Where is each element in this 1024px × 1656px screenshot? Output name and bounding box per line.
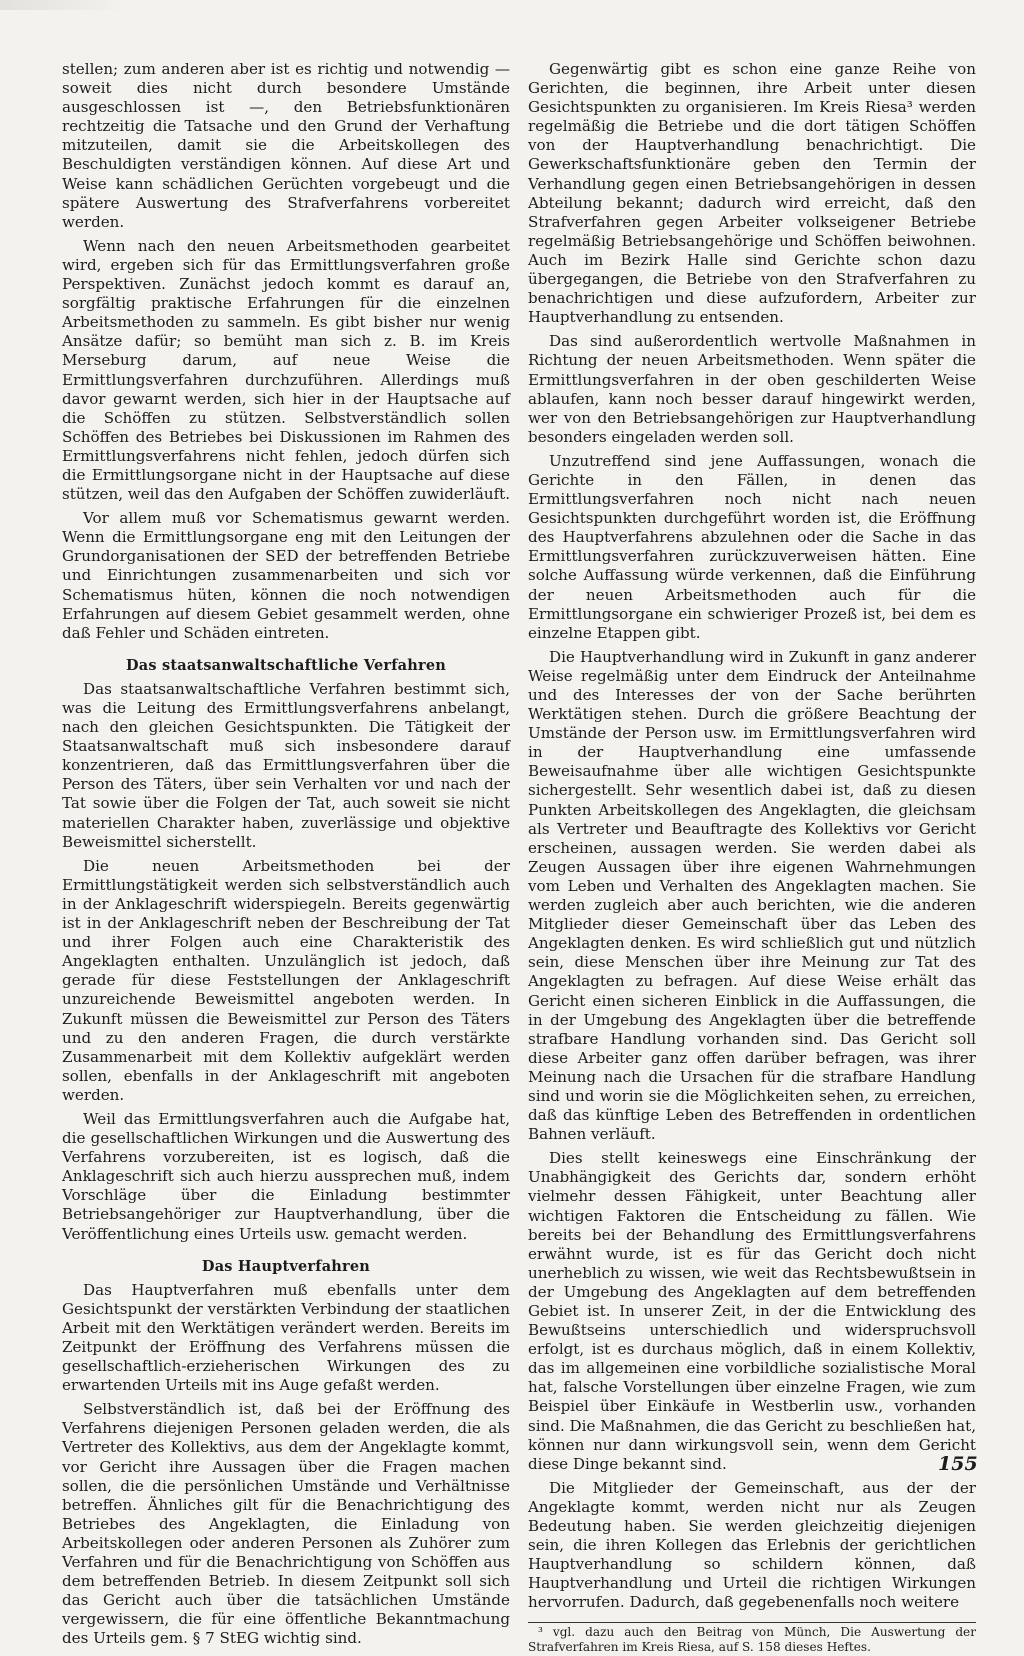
paragraph: Das sind außerordentlich wertvolle Maßnahmen in Richtung der neuen Arbeitsmethoden. Wenn später die Ermittlungsverfahren in der oben geschilderten Weise ablaufen, kann noch besser darauf hingewirkt werden, wer von den Betriebsangehörigen zur Hauptverhandlung besonders eingeladen werden soll. — [528, 332, 976, 446]
paragraph: Unzutreffend sind jene Auffassungen, wonach die Gerichte in den Fällen, in denen das Ermittlungsverfahren noch nicht nach neuen Gesichtspunkten durchgeführt worden ist, die Eröffnung des Hauptverfahrens abzulehnen oder die Sache in das Ermittlungsverfahren zurückzuverweisen hätten. Eine solche Auffassung würde verkennen, daß die Einführung der neuen Arbeitsmethoden auch für die Ermittlungsorgane ein schwieriger Prozeß ist, bei dem es einzelne Etappen gibt. — [528, 451, 976, 642]
left-column — [62, 60, 510, 1654]
paragraph: Das staatsanwaltschaftliche Verfahren bestimmt sich, was die Leitung des Ermittlungsverfahrens anbelangt, nach den gleichen Gesichtspunkten. Die Tätigkeit der Staatsanwaltschaft muß sich insbesondere darauf konzentrieren, daß das Ermittlungsverfahren über die Person des Täters, über sein Verhalten vor und nach der Tat sowie über die Folgen der Tat, auch soweit sie nicht materiellen Charakter haben, zuverlässige und objektive Beweismittel sicherstellt. — [62, 679, 510, 851]
page-number: 155 — [938, 1453, 978, 1475]
scan-artifact — [0, 0, 130, 10]
paragraph: Dies stellt keineswegs eine Einschränkung der Unabhängigkeit des Gerichts dar, sondern erhöht vielmehr dessen Fähigkeit, unter Beachtung aller wichtigen Faktoren die Entscheidung zu fällen. Wie bereits bei der Behandlung des Ermittlungsverfahrens erwähnt wurde, ist es für das Gericht doch nicht unerheblich zu wissen, wie weit das Rechtsbewußtsein in der Umgebung des Angeklagten auf dem betreffenden Gebiet ist. In unserer Zeit, in der die Entwicklung des Bewußtseins unterschiedlich und widerspruchsvoll erfolgt, ist es durchaus möglich, daß in einem Kollektiv, das im allgemeinen eine vorbildliche sozialistische Moral hat, falsche Vorstellungen über einzelne Fragen, wie zum Beispiel über Einkäufe in Westberlin usw., vorhanden sind. Die Maßnahmen, die das Gericht zu beschließen hat, können nur dann wirkungsvoll sein, wenn dem Gericht diese Dinge bekannt sind. — [528, 1149, 976, 1473]
paragraph: Die Hauptverhandlung wird in Zukunft in ganz anderer Weise regelmäßig unter dem Eindruck der Anteilnahme und des Interesses der von der Sache berührten Werktätigen stehen. Durch die größere Beachtung der Umstände der Person usw. im Ermittlungsverfahren wird in der Hauptverhandlung eine umfassende Beweisaufnahme über alle wichtigen Gesichtspunkte sichergestellt. Sehr wesentlich dabei ist, daß zu diesen Punkten Arbeitskollegen des Angeklagten, die gleichsam als Vertreter und Beauftragte des Kollektivs vor Gericht erscheinen, aussagen werden. Sie werden dabei als Zeugen Aussagen über ihre eigenen Wahrnehmungen vom Leben und Verhalten des Angeklagten machen. Sie werden zugleich aber auch berichten, wie die anderen Mitglieder dieser Gemeinschaft über das Leben des Angeklagten denken. Es wird schließlich gut und nützlich sein, diese Menschen über ihre Meinung zur Tat des Angeklagten zu befragen. Auf diese Weise erhält das Gericht einen sicheren Einblick in die Auffassungen, die in der Umgebung des Angeklagten über die betreffende strafbare Handlung vorhanden sind. Das Gericht soll diese Arbeiter ganz offen darüber befragen, was ihrer Meinung nach die Ursachen für die strafbare Handlung sind und worin sie die Möglichkeiten sehen, zu erreichen, daß das künftige Leben des Betreffenden in ordentlichen Bahnen verläuft. — [528, 647, 976, 1144]
paragraph: Weil das Ermittlungsverfahren auch die Aufgabe hat, die gesellschaftlichen Wirkungen und die Auswertung des Verfahrens vorzubereiten, ist es logisch, daß die Anklageschrift sich auch hierzu aussprechen muß, indem Vorschläge über die Einladung bestimmter Betriebsangehöriger zur Hauptverhandlung, über die Veröffentlichung eines Urteils usw. gemacht werden. — [62, 1109, 510, 1243]
paragraph: Die neuen Arbeitsmethoden bei der Ermittlungstätigkeit werden sich selbstverständlich auch in der Anklageschrift widerspiegeln. Bereits gegenwärtig ist in der Anklageschrift neben der Beschreibung der Tat und ihrer Folgen auch eine Charakteristik des Angeklagten enthalten. Unzulänglich ist jedoch, daß gerade für diese Feststellungen der Anklageschrift unzureichende Beweismittel angeboten werden. In Zukunft müssen die Beweismittel zur Person des Täters und zu den anderen Fragen, die durch verstärkte Zusammenarbeit mit dem Kollektiv aufgeklärt werden sollen, ebenfalls in der Anklageschrift mit angeboten werden. — [62, 856, 510, 1104]
paragraph: Vor allem muß vor Schematismus gewarnt werden. Wenn die Ermittlungsorgane eng mit den Leitungen der Grundorganisationen der SED der betreffenden Betriebe und Einrichtungen zusammenarbeiten und sich vor Schematismus hüten, können die noch notwendigen Erfahrungen auf diesem Gebiet gesammelt werden, ohne daß Fehler und Schäden eintreten. — [62, 509, 510, 642]
paragraph: stellen; zum anderen aber ist es richtig und notwendig — soweit dies nicht durch besondere Umstände ausgeschlossen ist —, den Betriebsfunktionären rechtzeitig die Tatsache und den Grund der Verhaftung mitzuteilen, damit sie die Arbeitskollegen des Beschuldigten verständigen können. Auf diese Art und Weise kann schädlichen Gerüchten vorgebeugt und die spätere Auswertung des Strafverfahrens vorbereitet werden. — [62, 60, 510, 231]
paragraph: Die Mitglieder der Gemeinschaft, aus der der Angeklagte kommt, werden nicht nur als Zeugen Bedeutung haben. Sie werden gleichzeitig diejenigen sein, die ihren Kollegen das Erlebnis der gerichtlichen Hauptverhandlung so schildern können, daß Hauptverhandlung und Urteil die richtigen Wirkungen hervorrufen. Dadurch, daß gegebenenfalls noch weitere — [528, 1478, 976, 1612]
section-heading: Das Hauptverfahren — [201, 1257, 371, 1275]
paragraph: Selbstverständlich ist, daß bei der Eröffnung des Verfahrens diejenigen Personen geladen werden, die als Vertreter des Kollektivs, aus dem der Angeklagte kommt, vor Gericht ihre Aussagen über die Fragen machen sollen, die die persönlichen Umstände und Verhältnisse betreffen. Ähnliches gilt für die Benachrichtigung des Betriebes des Angeklagten, die Einladung von Arbeitskollegen oder anderen Personen als Zuhörer zum Verfahren und für die Benachrichtigung von Schöffen aus dem betreffenden Betrieb. In diesem Zeitpunkt soll sich das Gericht auch über die tatsächlichen Umstände vergewissern, die für eine öffentliche Bekanntmachung des Urteils gem. § 7 StEG wichtig sind. — [62, 1400, 510, 1648]
right-column — [528, 60, 976, 1656]
footnote-area — [528, 1622, 976, 1656]
footnote: ³ vgl. dazu auch den Beitrag von Münch, Die Auswertung der Strafverfahren im Kreis Riesa, auf S. 158 dieses Heftes. — [528, 1624, 976, 1654]
section-heading: Das staatsanwaltschaftliche Verfahren — [125, 656, 446, 674]
paragraph: Das Hauptverfahren muß ebenfalls unter dem Gesichtspunkt der verstärkten Verbindung der staatlichen Arbeit mit den Werktätigen verändert werden. Bereits im Zeitpunkt der Eröffnung des Verfahrens müssen die gesellschaftlich-erzieherischen Wirkungen des zu erwartenden Urteils mit ins Auge gefaßt werden. — [62, 1280, 510, 1395]
paragraph: Wenn nach den neuen Arbeitsmethoden gearbeitet wird, ergeben sich für das Ermittlungsverfahren große Perspektiven. Zunächst jedoch kommt es darauf an, sorgfältig praktische Erfahrungen für die einzelnen Arbeitsmethoden zu sammeln. Es gibt bisher nur wenig Ansätze dafür; so bemüht man sich z. B. im Kreis Merseburg darum, auf neue Weise die Ermittlungsverfahren durchzuführen. Allerdings muß davor gewarnt werden, sich hier in der Hauptsache auf die Schöffen zu stützen. Selbstverständlich sollen Schöffen des Betriebes bei Diskussionen im Rahmen des Ermittlungsverfahrens nicht fehlen, jedoch dürfen sich die Ermittlungsorgane nicht in der Hauptsache auf diese stützen, weil das den Aufgaben der Schöffen zuwiderläuft. — [62, 236, 511, 504]
paragraph: Gegenwärtig gibt es schon eine ganze Reihe von Gerichten, die beginnen, ihre Arbeit unter diesen Gesichtspunkten zu organisieren. Im Kreis Riesa³ werden regelmäßig die Betriebe und die dort tätigen Schöffen von der Hauptverhandlung benachrichtigt. Die Gewerkschaftsfunktionäre geben den Termin der Verhandlung gegen einen Betriebsangehörigen in dessen Abteilung bekannt; dadurch wird erreicht, daß den Strafverfahren gegen Arbeiter volkseigener Betriebe regelmäßig Betriebsangehörige und Schöffen beiwohnen. Auch im Bezirk Halle sind Gerichte schon dazu übergegangen, die Betriebe von den Strafverfahren zu benachrichtigen und diese aufzufordern, Arbeiter zur Hauptverhandlung zu entsenden. — [528, 60, 976, 327]
